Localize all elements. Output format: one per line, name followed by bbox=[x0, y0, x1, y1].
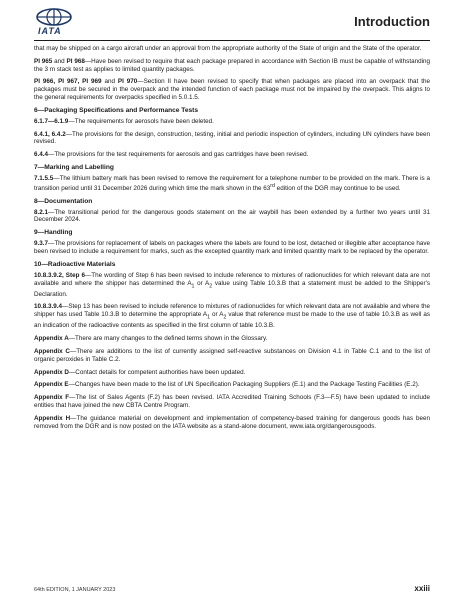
section-heading: 9—Handling bbox=[34, 229, 73, 237]
page-content bbox=[34, 45, 430, 435]
paragraph: Appendix D—Contact details for competent authorities have been updated. bbox=[34, 368, 246, 376]
paragraph: 6.1.7—6.1.9—The requirements for aerosols have been deleted. bbox=[34, 117, 214, 125]
paragraph: 8.2.1—The transitional period for the dangerous goods statement on the air waybill has been extended by a further two years until 31 December 2024. bbox=[34, 208, 430, 224]
section-heading: 8—Documentation bbox=[34, 197, 93, 205]
page-footer bbox=[34, 584, 430, 596]
edition-label: 64th EDITION, 1 JANUARY 2023 bbox=[34, 587, 116, 593]
section-title: Introduction bbox=[354, 14, 430, 29]
iata-logo bbox=[34, 8, 74, 38]
paragraph: Appendix H—The guidance material on development and implementation of competency-based training for dangerous goods has been removed from the DGR and is now posted on the IATA website as a stand-alone document, www.iata.org/dangerousgoods. bbox=[34, 414, 431, 430]
globe-icon bbox=[34, 8, 74, 26]
paragraph: 6.4.4—The provisions for the test requirements for aerosols and gas cartridges have been revised. bbox=[34, 151, 309, 159]
paragraph: Appendix C—There are additions to the list of currently assigned self-reactive substances on Division 4.1 in Table C.1 and to the list of organic peroxides in Table C.2. bbox=[34, 347, 431, 363]
logo-text: IATA bbox=[38, 26, 62, 36]
section-heading: 10—Radioactive Materials bbox=[34, 260, 116, 268]
paragraph: that may be shipped on a cargo aircraft under an approval from the appropriate authority of the State of origin and the State of the operator. bbox=[34, 45, 422, 52]
header-rule bbox=[34, 40, 430, 41]
paragraph: 9.3.7—The provisions for replacement of labels on packages where the labels are found to be lost, detached or illegible after acceptance have been revised to include a requirement for marks, such as the excepted quantity mark and limited quantity mark to be replaced by the operator. bbox=[34, 240, 430, 256]
paragraph: 6.4.1, 6.4.2—The provisions for the design, construction, testing, initial and periodic inspection of cylinders, including UN cylinders have been revised. bbox=[34, 130, 431, 146]
section-heading: 7—Marking and Labelling bbox=[34, 163, 114, 171]
page-number: xxiii bbox=[414, 584, 430, 593]
paragraph: Appendix E—Changes have been made to the list of UN Specification Packaging Suppliers (E.1) and the Package Testing Facilities (E.2). bbox=[34, 381, 420, 389]
paragraph: Appendix F—The list of Sales Agents (F.2) has been revised. IATA Accredited Training Schools (F.3—F.5) have been updated to include entities that have joined the new CBTA Centre Program. bbox=[34, 394, 430, 409]
paragraph: Appendix A—There are many changes to the defined terms shown in the Glossary. bbox=[34, 335, 268, 343]
paragraph: PI 965 and PI 968—Have been revised to require that each package prepared in accordance with Section IB must be capable of withstanding the 3 m stack test as applies to limited quantity packages. bbox=[34, 57, 430, 73]
paragraph: PI 966, PI 967, PI 969 and PI 970—Section II have been revised to specify that when packages are placed into an overpack that the packages must be secured in the overpack and the intended function of each package must not be impaired by the overpack. This aligns to the general requirements for overpacks specified in 5.0.1.5. bbox=[34, 78, 430, 101]
page-header bbox=[34, 6, 430, 40]
paragraph: 10.8.3.9.4—Step 13 has been revised to include reference to mixtures of radionuclides for which relevant data are not available and where the shipper has used Table 10.3.B to determine the appropriate $A_1$ or $A_2$ value that reference must be made to the use of table 10.3.B as well as an indication of the radioactive contents as specified in the first column of table 10.3.B. bbox=[34, 303, 430, 330]
paragraph: 10.8.3.9.2, Step 6—The wording of Step 6 has been revised to include reference to mixtures of radionuclides for which relevant data are not available and where the shipper has determined the $A_1$ or $A_2$ value using Table 10.3.B that a statement must be added to the Shipper's Declaration. bbox=[34, 271, 431, 298]
section-heading: 6—Packaging Specifications and Performance Tests bbox=[34, 106, 199, 114]
paragraph: 7.1.5.5—The lithium battery mark has been revised to remove the requirement for a telephone number to be provided on the mark. There is a transition period until 31 December 2026 during which time the mark shown in the 63rd edition of the DGR may continue to be used. bbox=[34, 174, 430, 192]
